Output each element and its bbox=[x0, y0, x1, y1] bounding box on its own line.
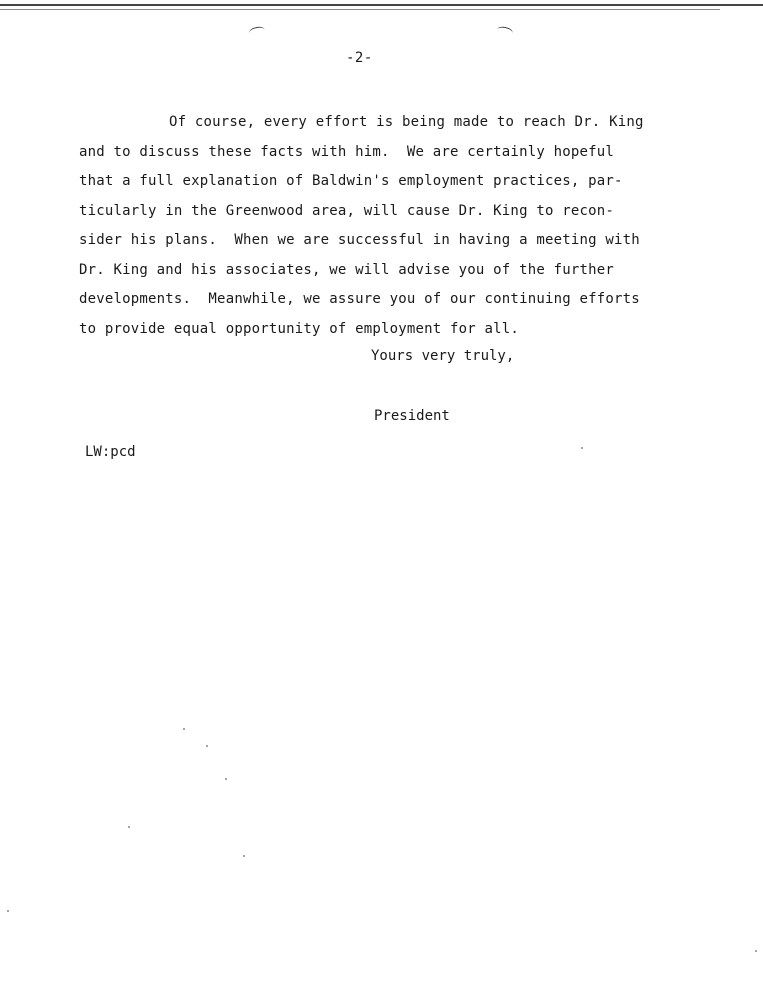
scan-speck bbox=[581, 447, 583, 449]
scan-top-edge bbox=[0, 4, 763, 6]
reference-initials: LW:pcd bbox=[85, 444, 136, 460]
body-line: Dr. King and his associates, we will advise you of the further bbox=[79, 261, 614, 278]
body-line: and to discuss these facts with him. We are certainly hopeful bbox=[79, 143, 614, 160]
scan-speck bbox=[183, 728, 185, 730]
binder-hole-mark-left bbox=[248, 25, 266, 37]
body-line: to provide equal opportunity of employment for all. bbox=[79, 320, 520, 337]
scan-top-edge-shadow bbox=[0, 9, 720, 10]
body-line: that a full explanation of Baldwin's employment practices, par- bbox=[79, 173, 623, 189]
scan-speck bbox=[225, 778, 227, 780]
scan-speck bbox=[128, 826, 130, 828]
page-number: -2- bbox=[346, 50, 373, 66]
signature-title: President bbox=[374, 408, 450, 424]
body-line: Of course, every effort is being made to reach Dr. King bbox=[169, 114, 644, 130]
closing: Yours very truly, bbox=[371, 348, 515, 364]
body-line: sider his plans. When we are successful in having a meeting with bbox=[79, 232, 640, 248]
binder-hole-mark-right bbox=[496, 25, 514, 38]
letter-body bbox=[79, 108, 699, 344]
scan-speck bbox=[755, 950, 757, 952]
body-line: ticularly in the Greenwood area, will cause Dr. King to recon- bbox=[79, 202, 614, 219]
body-line: developments. Meanwhile, we assure you of our continuing efforts bbox=[79, 291, 640, 307]
scan-speck bbox=[243, 855, 245, 857]
scan-speck bbox=[7, 910, 9, 912]
scan-speck bbox=[206, 745, 208, 747]
